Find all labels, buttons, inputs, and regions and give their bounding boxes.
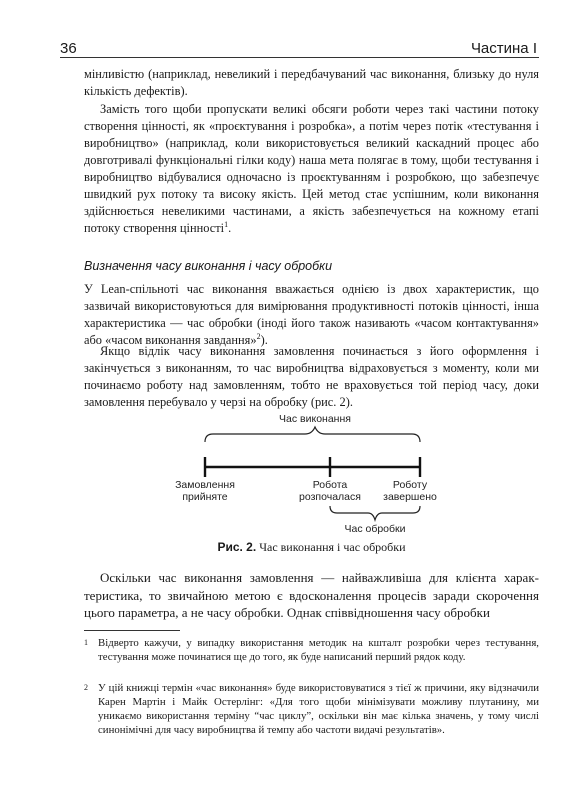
paragraph-3 xyxy=(84,281,539,349)
footnote-ref-1: 1 xyxy=(224,219,229,229)
process-time-label: Час обробки xyxy=(344,523,406,535)
footnote-ref-2: 2 xyxy=(256,331,261,341)
point3-line2: завершено xyxy=(383,491,437,503)
paragraph-5 xyxy=(84,569,539,622)
subheading: Визначення часу виконання і часу обробки xyxy=(84,259,333,273)
figure-caption xyxy=(84,540,539,555)
figure-caption-text: Час виконання і час обробки xyxy=(256,540,406,554)
point1-line2: прийняте xyxy=(182,491,228,503)
point2-line1: Робота xyxy=(312,479,348,491)
footnote-2-number: 2 xyxy=(84,683,88,692)
process-time-brace xyxy=(330,506,420,520)
paragraph-3-text: У Lean-спільноті час виконання вважається однією із двох характеристик, що зазвичай використовуються для вимірювання продуктивності потоків цінності, інша характеристика — час обробки (іноді його також називають «часом контактування» або «часом виконання завдання» xyxy=(84,282,539,347)
footnote-1-number: 1 xyxy=(84,638,88,647)
paragraph-1-text: мінливістю (наприклад, невеликий і передбачуваний час виконання, близьку до нуля кількість дефектів). xyxy=(84,67,539,98)
footnote-2 xyxy=(84,681,539,737)
point2-line2: розпочалася xyxy=(299,491,361,503)
lead-time-label: Час виконання xyxy=(279,413,351,425)
lead-time-brace xyxy=(205,427,420,442)
paragraph-2: Замість того щоби пропускати великі обсяги роботи через такі частини потоку створення цінності, як «проєктування і розробка», а потім через потік «тестування і виробництво» (наприклад, коли використовується великий каскадний процес або довготривалі функціональні гілки коду) наша мета полягає в тому, щоби тестування і виробництво відбувалися одночасно із проєктуванням і розробкою, що забезпечує швидкий рух потоку та високу якість. Цей метод стає успішним, коли виконання здійснюється невеликими частинами, а якість забезпечується на кожному етапі потоку створення цінності$^1$. xyxy=(84,102,539,235)
figure-caption-number: Рис. 2. xyxy=(217,540,257,554)
paragraph-1 xyxy=(84,66,539,100)
footnote-1-text: Відверто кажучи, у випадку використання методик на кшталт розробки через тестування, тестування може починатися ще до того, як буде написаний перший рядок коду. xyxy=(98,637,539,663)
paragraph-3-end: ). xyxy=(260,333,268,347)
header-rule xyxy=(60,57,539,58)
part-title: Частина I xyxy=(470,40,537,57)
point3-line1: Роботу xyxy=(392,479,428,491)
page-number: 36 xyxy=(60,40,77,57)
footnote-rule xyxy=(84,630,180,631)
paragraph-4-text: Якщо відлік часу виконання замовлення починається з його оформлення і закінчується з виконанням, то час виробництва відраховується з моменту, коли ми починаємо роботу над замовленням, тобто не враховується той період часу, доки замовлення перебувало у черзі на обробку (рис. 2). xyxy=(84,344,539,409)
paragraph-2-text: Замість того щоби пропускати великі обсяги роботи через такі частини потоку створення цінності, як «проєктування і розробка», а потім через потік «тестування і виробництво» (наприклад, коли використовується великий каскадний процес або довготривалі функціональні гілки коду) наша мета полягає в тому, щоби тестування і виробництво відбувалися одночасно із проєктуванням і розробкою, що забезпечує швидкий рух потоку та високу якість. Цей метод стає успішним, коли виконання здійснюється невеликими частинами, а якість забезпечується на кожному етапі потоку створення цінності xyxy=(84,102,539,235)
paragraph-5-text: Оскільки час виконання замовлення — найважливіша для клієнта характеристика, то звичайною метою є вдосконалення процесів заради скорочення цього параметра, а не часу обробки. Однак співвідношення часу обробки xyxy=(84,570,539,620)
footnote-1 xyxy=(84,636,539,664)
timeline-svg xyxy=(160,410,460,550)
paragraph-4 xyxy=(84,343,539,411)
figure-2-diagram xyxy=(160,410,460,550)
point1-line1: Замовлення xyxy=(175,479,235,491)
footnote-2-text: У цій книжці термін «час виконання» буде використовуватися з тієї ж причини, яку відзначили Карен Мартін і Майк Остерлінг: «Для того щоби мінімізувати можливу плутанину, ми уникаємо використання терміну “час циклу”, оскільки він має кілька значень, у тому числі синонімічні для часу виробництва й темпу або частоти видачі результатів». xyxy=(98,682,539,736)
